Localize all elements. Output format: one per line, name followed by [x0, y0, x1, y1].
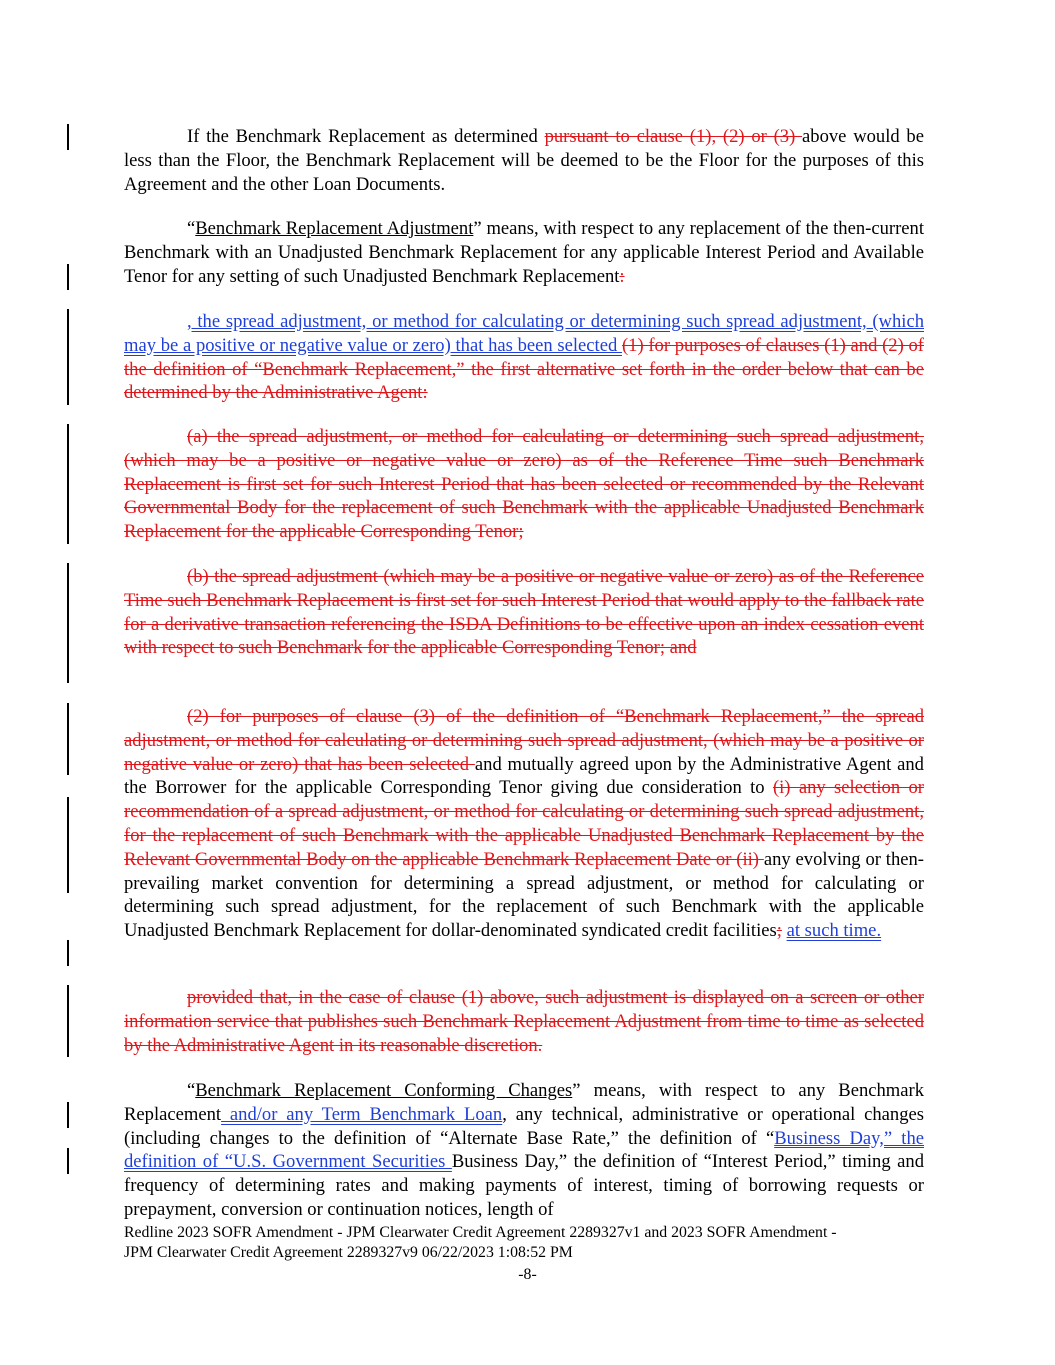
change-bar [67, 563, 69, 683]
footer-line: Redline 2023 SOFR Amendment - JPM Clearwater Credit Agreement 2289327v1 and 2023 SOFR Amendment - [124, 1224, 837, 1241]
change-bar [67, 1102, 69, 1128]
change-bar [67, 1148, 69, 1174]
inserted-text: , the spread adjustment, or method for calculating or determining such spread adjustment, (which may be a positive or negative value or zero) that has been selected [124, 311, 924, 356]
change-bar [67, 264, 69, 290]
paragraph-spread-adjustment [124, 310, 924, 405]
deleted-text: : [619, 265, 625, 287]
paragraph-clause-a [124, 425, 924, 544]
paragraph-floor: If the Benchmark Replacement as determined pursuant to clause (1), (2) or (3) above would be less than the Floor, the Benchmark Replacement will be deemed to be the Floor for the purposes of this Agreement and the other Loan Documents. [124, 126, 924, 195]
change-bar [67, 309, 69, 405]
change-bar [67, 424, 69, 544]
defined-term: Benchmark Replacement Conforming Changes [195, 1080, 573, 1101]
change-bar [67, 985, 69, 1057]
paragraph-conforming-changes: “Benchmark Replacement Conforming Changes” means, with respect to any Benchmark Replacement and/or any Term Benchmark Loan, any technical, administrative or operational changes (including changes to the definition of “Alternate Base Rate,” the definition of “Business Day,” the definition of “U.S. Government Securities Business Day,” the definition of “Interest Period,” timing and frequency of determining rates and making payments of interest, timing of borrowing requests or prepayment, conversion or continuation notices, length of [124, 1080, 924, 1220]
change-bar [67, 124, 69, 150]
deleted-text: (i) any selection or recommendation of a spread adjustment, or method for calculating or determining such spread adjustment, for the replacement of such Benchmark with the applicable Unadjusted Benchmark Replacement by the Relevant Governmental Body on the applicable Benchmark Replacement Date or (ii) [124, 777, 924, 870]
inserted-text: at such time. [786, 920, 882, 942]
deleted-text: (2) for purposes of clause (3) of the definition of “Benchmark Replacement,” the spread adjustment, or method for calculating or determining such spread adjustment, (which may be a positive or negative value or zero) that has been selected [124, 706, 924, 775]
change-bar [67, 940, 69, 966]
paragraph-clause-b [124, 565, 924, 660]
deleted-text: pursuant to clause (1), (2) or (3) [544, 126, 803, 147]
paragraph-proviso [124, 986, 924, 1057]
change-bar [67, 703, 69, 775]
deleted-text: provided that, in the case of clause (1) above, such adjustment is displayed on a screen or other information service that publishes such Benchmark Replacement Adjustment from time to time as selected by the Administrative Agent in its reasonable discretion. [124, 987, 924, 1056]
footer-line: JPM Clearwater Credit Agreement 2289327v9 06/22/2023 1:08:52 PM [124, 1244, 573, 1261]
paragraph-clause-2: (2) for purposes of clause (3) of the definition of “Benchmark Replacement,” the spread adjustment, or method for calculating or determining such spread adjustment, (which may be a positive or negative value or zero) that has been selected and mutually agreed upon by the Administrative Agent and the Borrower for the applicable Corresponding Tenor giving due consideration to (i) any selection or recommendation of a spread adjustment, or method for calculating or determining such spread adjustment, for the replacement of such Benchmark with the applicable Unadjusted Benchmark Replacement by the Relevant Governmental Body on the applicable Benchmark Replacement Date or (ii) any evolving or then-prevailing market convention for determining a spread adjustment, or method for calculating or determining such spread adjustment, for the replacement of such Benchmark with the applicable Unadjusted Benchmark Replacement for dollar-denominated syndicated credit facilities; at such time. [124, 706, 924, 942]
deleted-text: (1) for purposes of clauses (1) and (2) of the definition of “Benchmark Replacement,” the first alternative set forth in the order below that can be determined by the Administrative Agent: [124, 334, 924, 404]
deleted-text: (b) the spread adjustment (which may be a positive or negative value or zero) as of the Reference Time such Benchmark Replacement is first set for such Interest Period that would apply to the fallback rate for a derivative transaction referencing the ISDA Definitions to be effective upon an index cessation event with respect to such Benchmark for the applicable Corresponding Tenor; and [124, 566, 924, 659]
change-bar [67, 797, 69, 893]
deleted-text: (a) the spread adjustment, or method for calculating or determining such spread adjustment, (which may be a positive or negative value or zero) as of the Reference Time such Benchmark Replacement is first set for such Interest Period that has been selected or recommended by the Relevant Governmental Body for the replacement of such Benchmark with the applicable Unadjusted Benchmark Replacement for the applicable Corresponding Tenor; [124, 426, 924, 543]
inserted-text: Business Day,” the definition of “U.S. Government Securities [124, 1127, 924, 1173]
defined-term: Benchmark Replacement Adjustment [195, 218, 474, 239]
paragraph-adjustment-definition: “Benchmark Replacement Adjustment” means, with respect to any replacement of the then-current Benchmark with an Unadjusted Benchmark Replacement for any applicable Interest Period and Available Tenor for any setting of such Unadjusted Benchmark Replacement: [124, 218, 924, 287]
document-footer [124, 1223, 924, 1263]
page-number: -8- [518, 1266, 537, 1283]
inserted-text: and/or any Term Benchmark Loan [221, 1103, 503, 1125]
deleted-text: ; [776, 920, 782, 942]
